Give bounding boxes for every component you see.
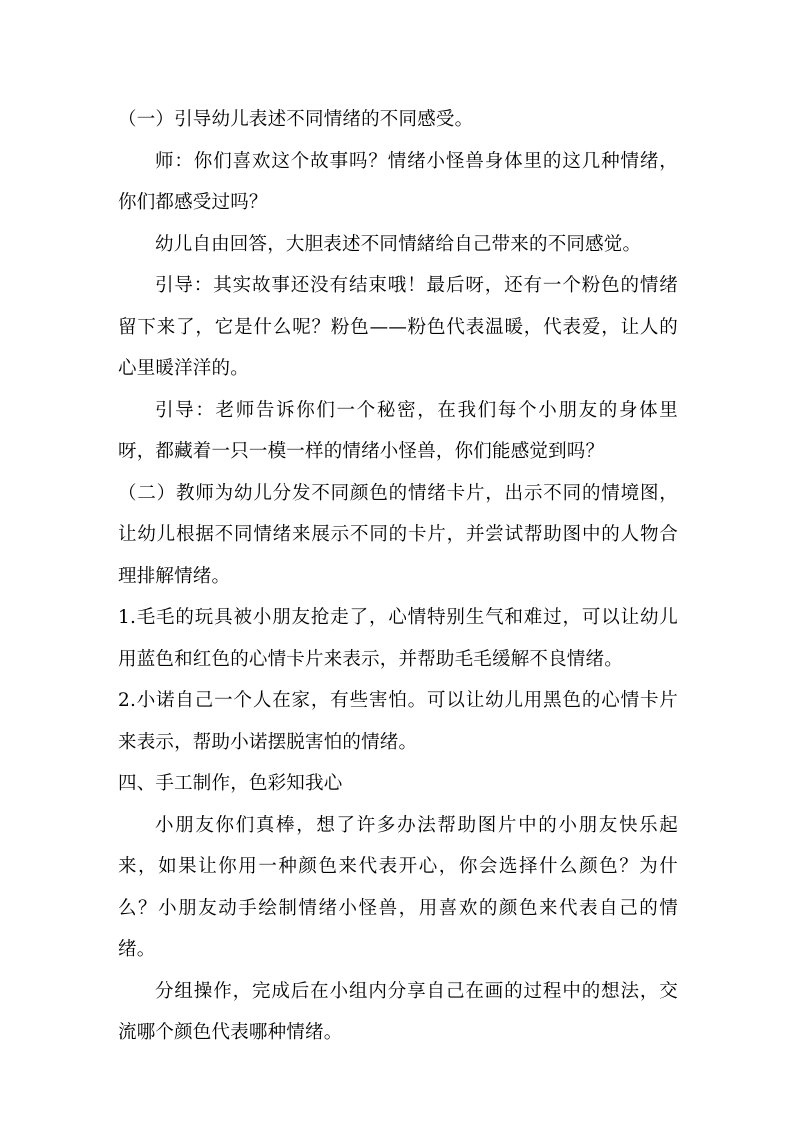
section-heading-4: 四、手工制作，色彩知我心 [118,773,343,794]
paragraph-drawing-activity: 小朋友你们真棒，想了许多办法帮助图片中的小朋友快乐起来，如果让你用一种颜色来代表开心，你会选择什么颜色？为什么？小朋友动手绘制情绪小怪兽，用喜欢的颜色来代表自己的情绪。 [118,814,678,960]
paragraph-teacher-question: 师：你们喜欢这个故事吗？情绪小怪兽身体里的这几种情绪，你们都感受过吗？ [118,150,678,213]
paragraph-group-sharing: 分组操作，完成后在小组内分享自己在画的过程中的想法，交流哪个颜色代表哪种情绪。 [118,980,678,1043]
list-item-1: 1.毛毛的玩具被小朋友抢走了，心情特别生气和难过，可以让幼儿用蓝色和红色的心情卡片来表示，并帮助毛毛缓解不良情绪。 [118,607,678,670]
paragraph-children-answer: 幼儿自由回答，大胆表述不同情緒给自己带来的不同感觉。 [155,233,642,255]
list-item-2: 2.小诺自己一个人在家，有些害怕。可以让幼儿用黑色的心情卡片来表示，帮助小诺摆脱害怕的情绪。 [118,690,678,753]
section-heading-1: （一）引导幼儿表述不同情绪的不同感受。 [118,109,474,130]
document-body [118,99,678,1054]
paragraph-guide-pink: 引导：其实故事还没有结束哦！最后呀，还有一个粉色的情绪留下来了，它是什么呢？粉色——粉色代表温暖，代表爱，让人的心里暖洋洋的。 [118,275,678,379]
section-heading-2: （二）教师为幼儿分发不同颜色的情绪卡片，出示不同的情境图，让幼儿根据不同情绪来展示不同的卡片，并尝试帮助图中的人物合理排解情绪。 [118,482,678,587]
paragraph-guide-secret: 引导：老师告诉你们一个秘密，在我们每个小朋友的身体里呀，都藏着一只一模一样的情绪小怪兽，你们能感觉到吗？ [118,399,678,462]
